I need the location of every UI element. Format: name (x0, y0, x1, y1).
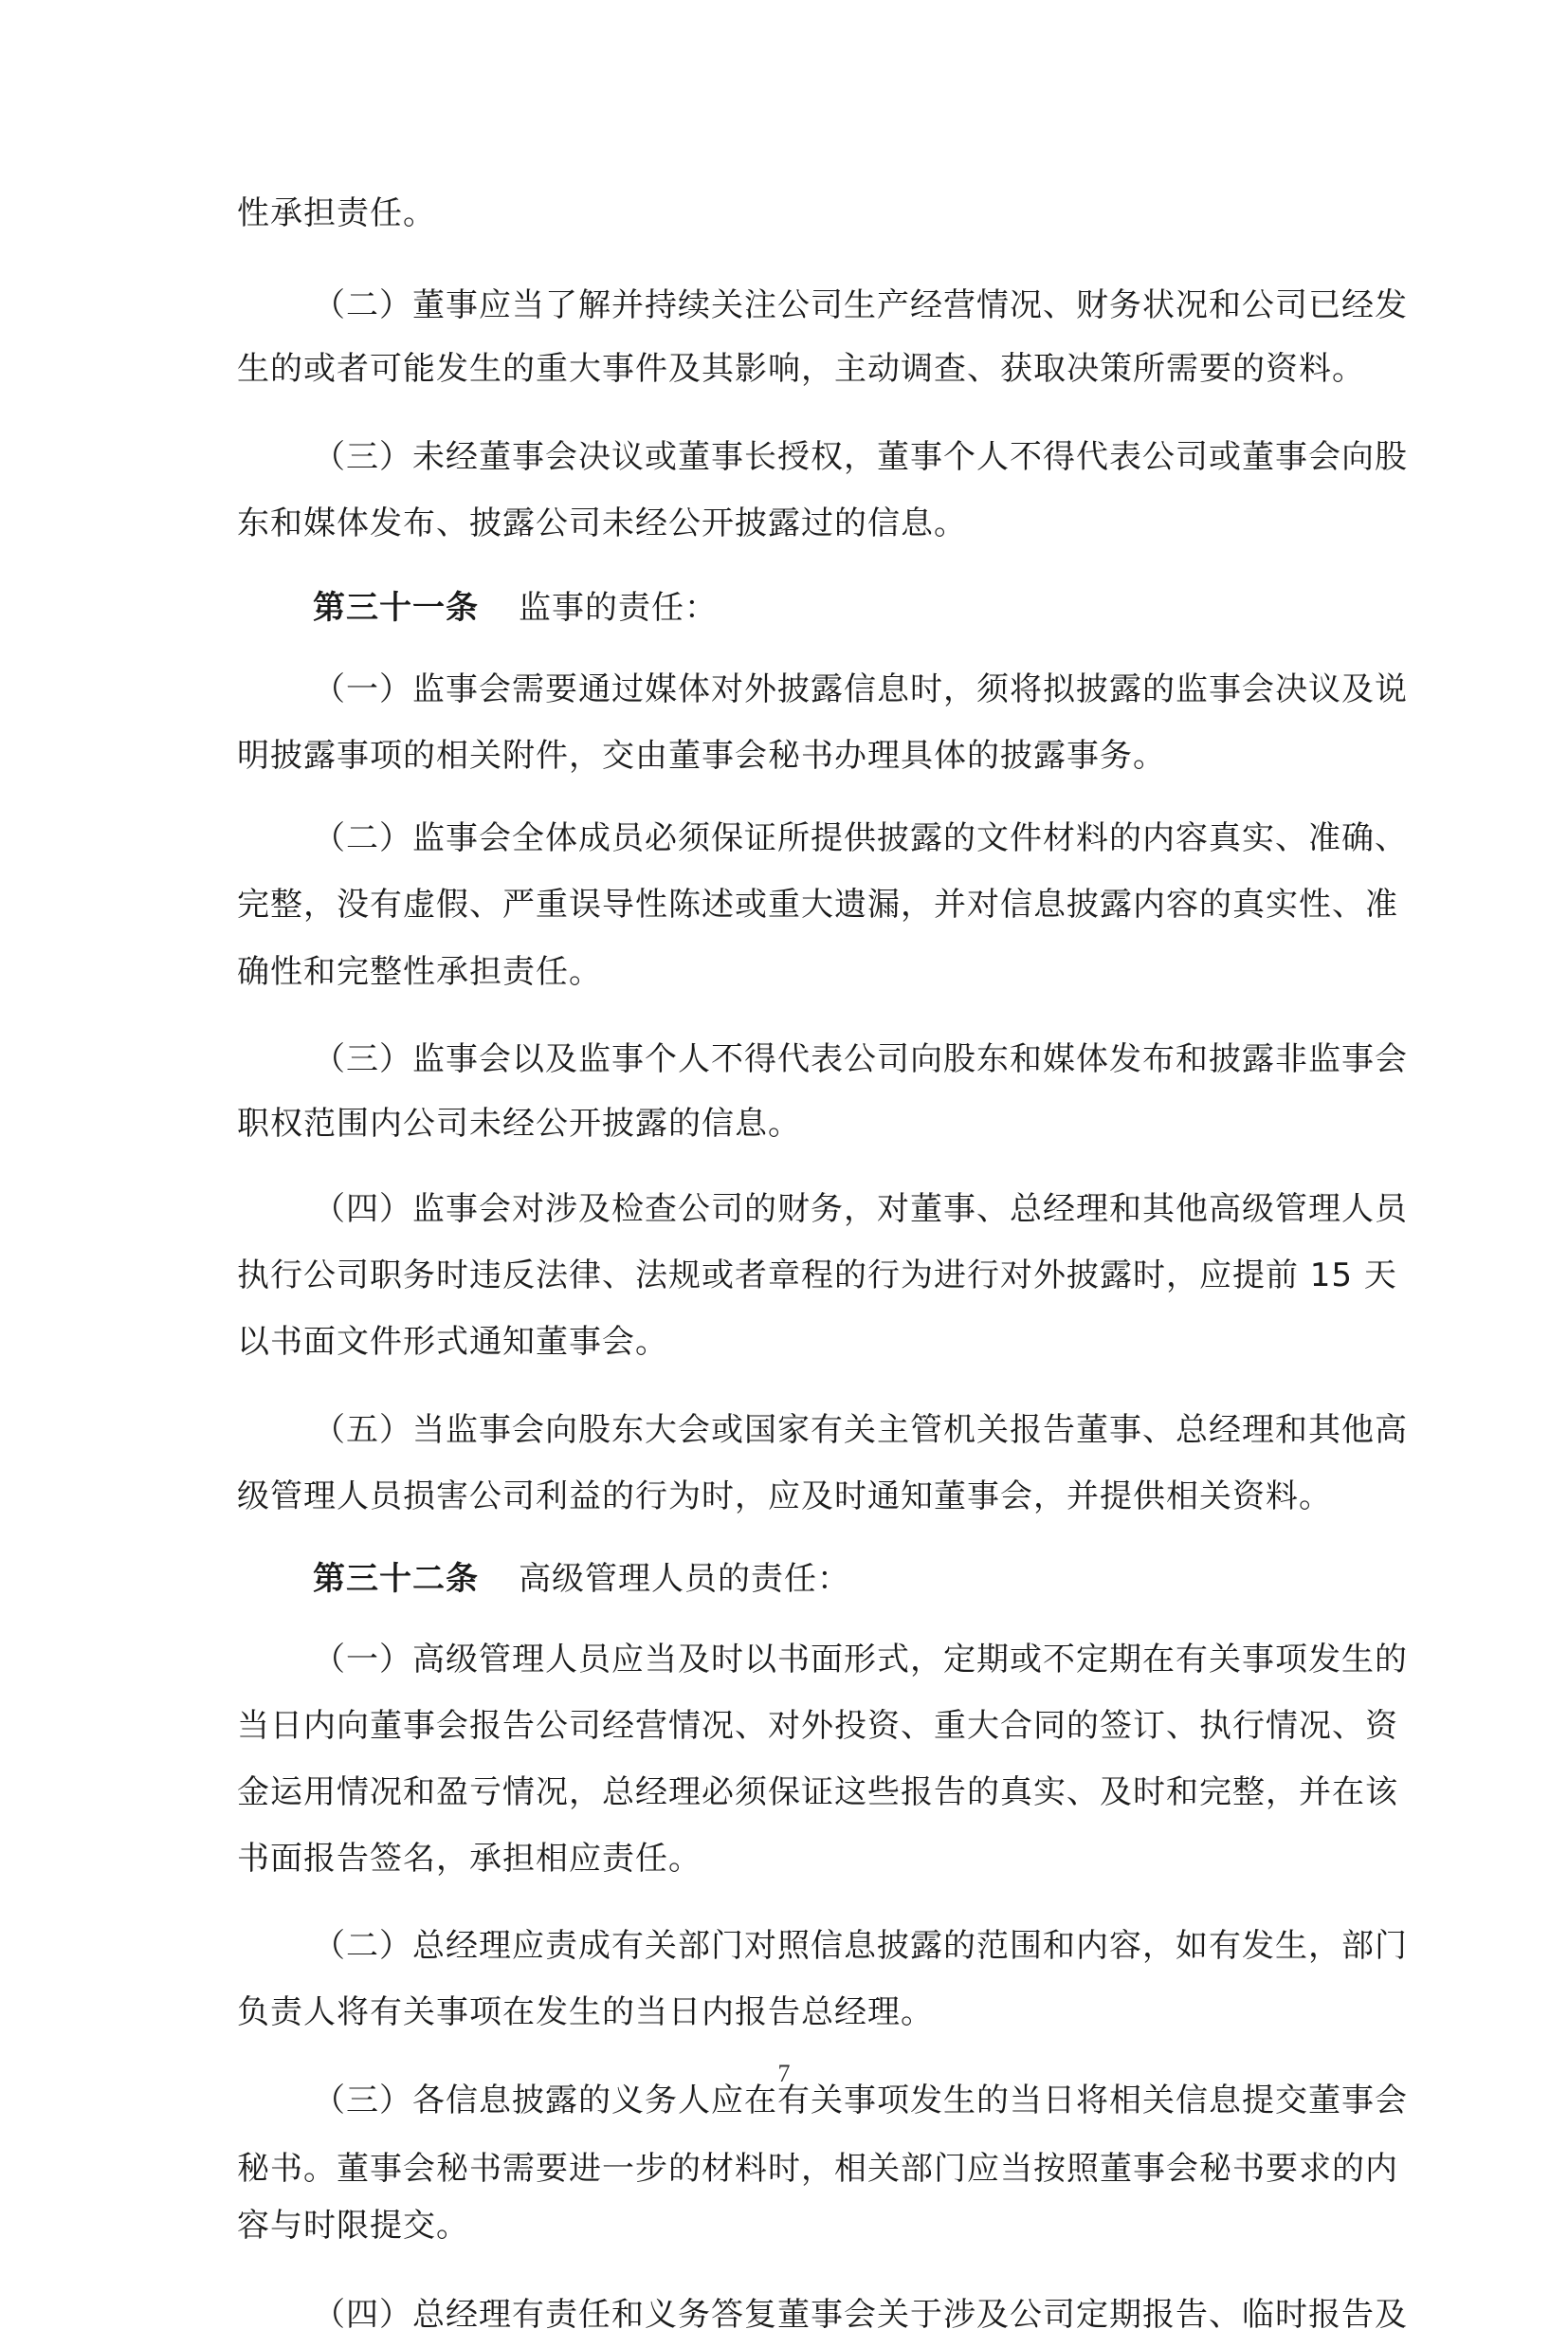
paragraph-line: （三）未经董事会决议或董事长授权，董事个人不得代表公司或董事会向股 (313, 438, 1408, 476)
paragraph-line: 确性和完整性承担责任。 (237, 953, 602, 991)
article-number: 第三十二条 (313, 1560, 479, 1598)
paragraph-line: 负责人将有关事项在发生的当日内报告总经理。 (237, 1993, 934, 2031)
paragraph-line: （四）监事会对涉及检查公司的财务，对董事、总经理和其他高级管理人员 (313, 1190, 1408, 1228)
paragraph-line: （三）各信息披露的义务人应在有关事项发生的当日将相关信息提交董事会 (313, 2082, 1408, 2119)
paragraph-line: （五）当监事会向股东大会或国家有关主管机关报告董事、总经理和其他高 (313, 1411, 1408, 1449)
paragraph-line: 执行公司职务时违反法律、法规或者章程的行为进行对外披露时，应提前 15 天 (237, 1257, 1397, 1294)
paragraph-line: （一）高级管理人员应当及时以书面形式，定期或不定期在有关事项发生的 (313, 1641, 1408, 1678)
paragraph-line: 明披露事项的相关附件，交由董事会秘书办理具体的披露事务。 (237, 737, 1166, 775)
paragraph-line: （二）董事应当了解并持续关注公司生产经营情况、财务状况和公司已经发 (313, 286, 1408, 324)
paragraph-line: 书面报告签名，承担相应责任。 (237, 1840, 702, 1878)
paragraph-line: 秘书。董事会秘书需要进一步的材料时，相关部门应当按照董事会秘书要求的内 (237, 2150, 1398, 2188)
article-title: 高级管理人员的责任： (519, 1560, 850, 1598)
paragraph-line: 容与时限提交。 (237, 2207, 469, 2245)
paragraph-line: （二）监事会全体成员必须保证所提供披露的文件材料的内容真实、准确、 (313, 819, 1408, 857)
paragraph-line: 性承担责任。 (237, 194, 436, 232)
paragraph-line: （一）监事会需要通过媒体对外披露信息时，须将拟披露的监事会决议及说 (313, 670, 1408, 708)
paragraph-line: 完整，没有虚假、严重误导性陈述或重大遗漏，并对信息披露内容的真实性、准 (237, 886, 1398, 924)
paragraph-line: （四）总经理有责任和义务答复董事会关于涉及公司定期报告、临时报告及 (313, 2296, 1408, 2334)
paragraph-line: 以书面文件形式通知董事会。 (237, 1323, 668, 1361)
page-number: 7 (777, 2060, 791, 2087)
article-heading (313, 575, 718, 641)
paragraph-line: 级管理人员损害公司利益的行为时，应及时通知董事会，并提供相关资料。 (237, 1477, 1332, 1515)
paragraph-line: 东和媒体发布、披露公司未经公开披露过的信息。 (237, 504, 967, 542)
article-number: 第三十一条 (313, 589, 479, 627)
paragraph-line: （二）总经理应责成有关部门对照信息披露的范围和内容，如有发生，部门 (313, 1927, 1408, 1965)
paragraph-line: 生的或者可能发生的重大事件及其影响，主动调查、获取决策所需要的资料。 (237, 350, 1365, 388)
paragraph-line: 金运用情况和盈亏情况，总经理必须保证这些报告的真实、及时和完整，并在该 (237, 1773, 1398, 1811)
article-heading (313, 1546, 850, 1612)
paragraph-line: 当日内向董事会报告公司经营情况、对外投资、重大合同的签订、执行情况、资 (237, 1707, 1398, 1745)
paragraph-line: （三）监事会以及监事个人不得代表公司向股东和媒体发布和披露非监事会 (313, 1040, 1408, 1078)
paragraph-line: 职权范围内公司未经公开披露的信息。 (237, 1105, 801, 1143)
article-title: 监事的责任： (519, 589, 718, 627)
